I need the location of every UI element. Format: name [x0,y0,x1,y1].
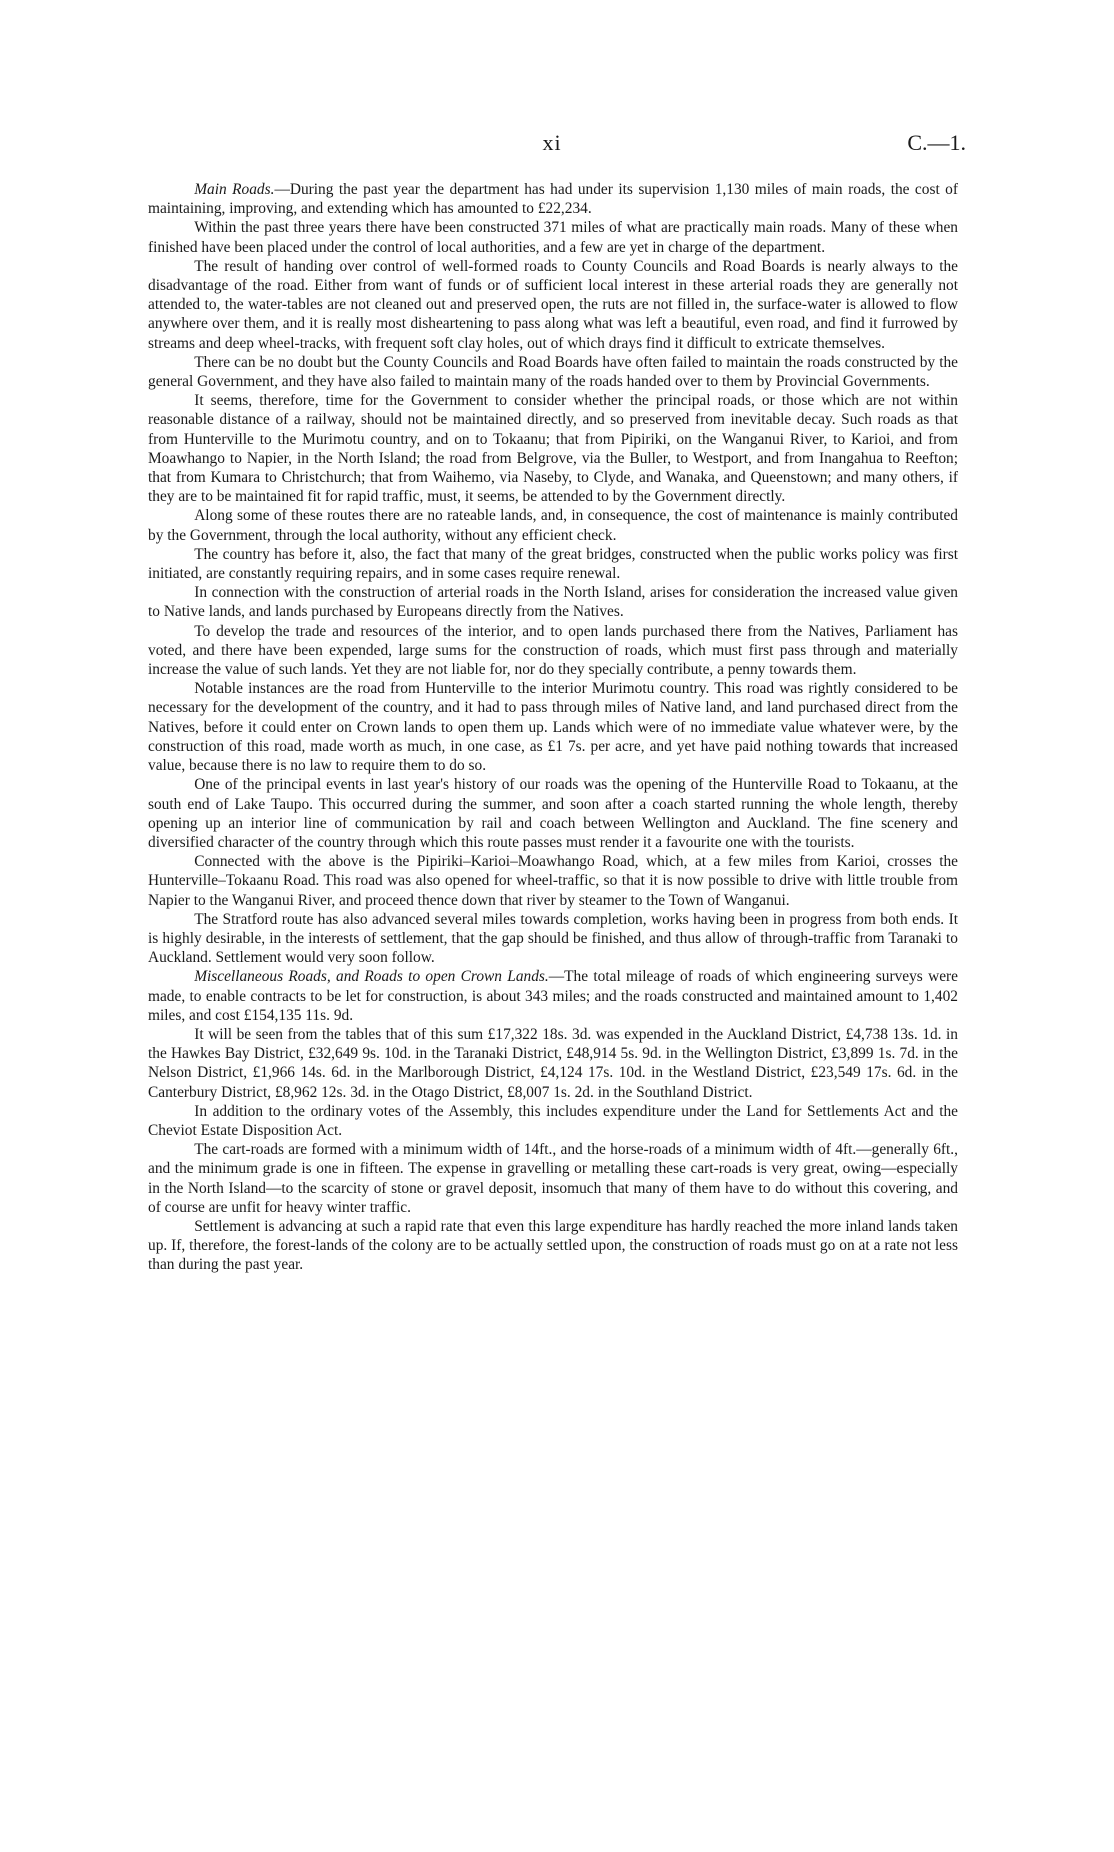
paragraph [148,1025,958,1102]
paragraph-heading: Miscellaneous Roads, and Roads to open Crown Lands. [194,968,549,986]
paragraph [148,545,958,583]
paragraph [148,967,958,1025]
paragraph-text: In connection with the construction of arterial roads in the North Island, arises for consideration the increased value given to Native lands, and lands purchased by Europeans directly from the Natives. [148,584,958,621]
paragraph-text: The Stratford route has also advanced several miles towards completion, works having been in progress from both ends. It is highly desirable, in the interests of settlement, that the gap should be finished, and thus allow of through-traffic from Taranaki to Auckland. Settlement would very soon follow. [148,910,958,967]
paragraph [148,1140,958,1217]
paragraph-text: Within the past three years there have been constructed 371 miles of what are practically main roads. Many of these when finished have been placed under the control of local authorities, and a few are yet in charge of the department. [148,219,958,256]
paragraph [148,583,958,621]
paragraph [148,257,958,353]
page-header [148,130,966,166]
paragraph-text: It will be seen from the tables that of this sum £17,322 18s. 3d. was expended in the Auckland District, £4,738 13s. 1d. in the Hawkes Bay District, £32,649 9s. 10d. in the Taranaki District, £48,914 5s. 9d. in the Wellington District, £3,899 1s. 7d. in the Nelson District, £1,966 14s. 6d. in the Marlborough District, £4,124 17s. 10d. in the Westland District, £23,549 17s. 6d. in the Canterbury District, £8,962 12s. 3d. in the Otago District, £8,007 1s. 2d. in the Southland District. [148,1025,958,1101]
paragraph [148,353,958,391]
paragraph [148,622,958,680]
paragraph [148,852,958,910]
paragraph-text: In addition to the ordinary votes of the Assembly, this includes expenditure under the Land for Settlements Act and the Cheviot Estate Disposition Act. [148,1102,958,1139]
paragraph-text: Along some of these routes there are no rateable lands, and, in consequence, the cost of maintenance is mainly contributed by the Government, through the local authority, without any efficient check. [148,507,958,544]
paragraph-text: To develop the trade and resources of the interior, and to open lands purchased there from the Natives, Parliament has voted, and there have been expended, large sums for the construction of roads, which must first pass through and materially increase the value of such lands. Yet they are not liable for, nor do they specially contribute, a penny towards them. [148,622,958,679]
paragraph [148,775,958,852]
paragraph-text: The result of handing over control of well-formed roads to County Councils and Road Boards is nearly always to the disadvantage of the road. Either from want of funds or of sufficient local interest in these arterial roads they are generally not attended to, the water-tables are not cleaned out and preserved open, the ruts are not filled in, the surface-water is allowed to flow anywhere over them, and it is really most disheartening to pass along what was left a beautiful, even road, and find it furrowed by streams and deep wheel-tracks, with frequent soft clay holes, out of which drays find it difficult to extricate themselves. [148,257,958,352]
paragraph [148,679,958,775]
paragraph [148,1217,958,1275]
paragraph [148,391,958,506]
paragraph-text: The cart-roads are formed with a minimum width of 14ft., and the horse-roads of a minimum width of 4ft.—generally 6ft., and the minimum grade is one in fifteen. The expense in gravelling or metalling these cart-roads is very great, owing—especially in the North Island—to the scarcity of stone or gravel deposit, insomuch that many of them have to do without this covering, and of course are unfit for heavy winter traffic. [148,1141,958,1216]
document-reference: C.—1. [907,130,966,155]
paragraph-text: Notable instances are the road from Hunterville to the interior Murimotu country. This road was rightly considered to be necessary for the development of the country, and it had to pass through miles of Native land, and land purchased direct from the Natives, before it could enter on Crown lands to open them up. Lands which were of no immediate value whatever were, by the construction of this road, made worth as much, in one case, as £1 7s. per acre, and yet have paid nothing towards that increased value, because there is no law to require them to do so. [148,680,958,775]
body-text [148,180,958,1275]
paragraph-text: —During the past year the department has had under its supervision 1,130 miles of main roads, the cost of maintaining, improving, and extending which has amounted to £22,234. [148,181,958,218]
paragraph [148,218,958,256]
paragraph [148,180,958,218]
paragraph [148,910,958,968]
paragraph [148,1102,958,1140]
paragraph-text: —The total mileage of roads of which engineering surveys were made, to enable contracts to be let for construction, is about 343 miles; and the roads constructed and maintained amount to 1,402 miles, and cost £154,135 11s. 9d. [148,968,958,1024]
paragraph-text: The country has before it, also, the fact that many of the great bridges, constructed when the public works policy was first initiated, are constantly requiring repairs, and in some cases require renewal. [148,545,958,583]
page-number: xi [542,130,562,155]
paragraph-text: One of the principal events in last year's history of our roads was the opening of the Hunterville Road to Tokaanu, at the south end of Lake Taupo. This occurred during the summer, and soon after a coach started running the whole length, thereby opening up an interior line of communication by rail and coach between Wellington and Auckland. The fine scenery and diversified character of the country through which this route passes must render it a favourite one with the tourists. [148,776,958,851]
paragraph-text: Settlement is advancing at such a rapid rate that even this large expenditure has hardly reached the more inland lands taken up. If, therefore, the forest-lands of the colony are to be actually settled upon, the construction of roads must go on at a rate not less than during the past year. [148,1217,958,1274]
paragraph [148,506,958,544]
paragraph-heading: Main Roads. [194,181,275,198]
paragraph-text: Connected with the above is the Pipiriki–Karioi–Moawhango Road, which, at a few miles from Karioi, crosses the Hunterville–Tokaanu Road. This road was also opened for wheel-traffic, so that it is now possible to drive with little trouble from Napier to the Wanganui River, and proceed thence down that river by steamer to the Town of Wanganui. [148,853,958,909]
paragraph-text: There can be no doubt but the County Councils and Road Boards have often failed to maintain the roads constructed by the general Government, and they have also failed to maintain many of the roads handed over to them by Provincial Governments. [148,353,958,391]
paragraph-text: It seems, therefore, time for the Government to consider whether the principal roads, or those which are not within reasonable distance of a railway, should not be maintained directly, and so preserved from inevitable decay. Such roads as that from Hunterville to the Murimotu country, and on to Tokaanu; that from Pipiriki, on the Wanganui River, to Karioi, and from Moawhango to Napier, in the North Island; the road from Belgrove, via the Buller, to Westport, and from Inangahua to Reefton; that from Kumara to Christchurch; that from Waihemo, via Naseby, to Clyde, and Wanaka, and Queenstown; and many others, if they are to be maintained fit for rapid traffic, must, it seems, be attended to by the Government directly. [148,392,958,506]
